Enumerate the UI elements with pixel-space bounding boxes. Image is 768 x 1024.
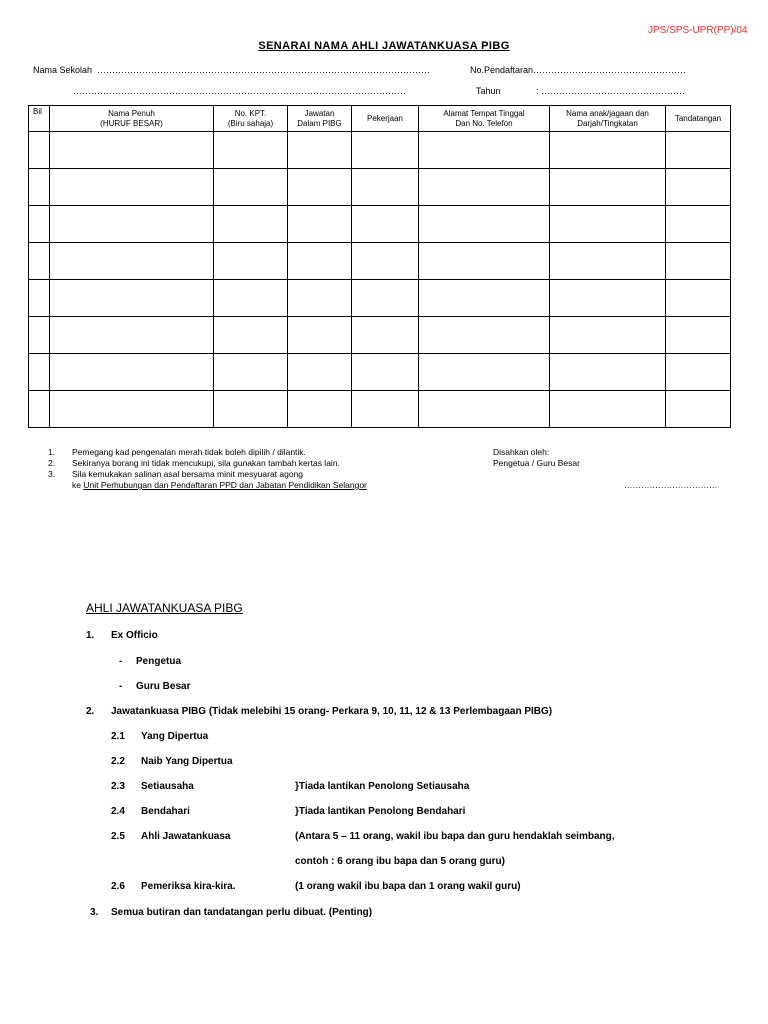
table-cell[interactable] <box>288 206 352 243</box>
table-cell[interactable] <box>550 391 666 428</box>
table-row <box>29 206 731 243</box>
item-number: 1. <box>86 630 95 641</box>
table-cell[interactable] <box>666 169 731 206</box>
subitem-label: Setiausaha <box>141 781 194 792</box>
approval-role: Pengetua / Guru Besar <box>493 458 580 468</box>
table-cell[interactable] <box>214 280 288 317</box>
table-cell[interactable] <box>666 206 731 243</box>
table-cell[interactable] <box>550 243 666 280</box>
subitem-number: 2.1 <box>111 731 125 742</box>
table-cell[interactable] <box>288 391 352 428</box>
subitem-note: (Antara 5 – 11 orang, wakil ibu bapa dan guru hendaklah seimbang, <box>295 831 615 842</box>
subitem-label: Ahli Jawatankuasa <box>141 831 231 842</box>
approval-signature-line[interactable]: …………………………… <box>624 480 718 490</box>
item-committee: Jawatankuasa PIBG (Tidak melebihi 15 orang- Perkara 9, 10, 11, 12 & 13 Perlembagaan PIBG) <box>111 706 553 717</box>
subitem-note: contoh : 6 orang ibu bapa dan 5 orang guru) <box>295 856 505 867</box>
table-cell[interactable] <box>666 391 731 428</box>
subitem-label: Yang Dipertua <box>141 731 209 742</box>
table-cell[interactable] <box>550 206 666 243</box>
table-cell[interactable] <box>419 206 550 243</box>
table-cell[interactable] <box>50 280 214 317</box>
table-cell[interactable] <box>352 243 419 280</box>
list-bullet: - <box>119 681 123 692</box>
note-prefix: ke <box>72 480 84 490</box>
table-cell[interactable] <box>352 391 419 428</box>
subitem-number: 2.3 <box>111 781 125 792</box>
school-name-field[interactable]: ………………………………………………………………………………………………… <box>97 65 430 75</box>
list-bullet: - <box>119 656 123 667</box>
table-cell[interactable] <box>419 354 550 391</box>
table-cell[interactable] <box>29 317 50 354</box>
table-cell[interactable] <box>352 206 419 243</box>
subitem-number: 2.6 <box>111 881 125 892</box>
table-cell[interactable] <box>419 280 550 317</box>
table-header-row <box>29 106 731 132</box>
document-title: SENARAI NAMA AHLI JAWATANKUASA PIBG <box>258 40 510 52</box>
ex-officio-headmaster: Guru Besar <box>136 681 191 692</box>
table-cell[interactable] <box>29 132 50 169</box>
subitem-number: 2.4 <box>111 806 125 817</box>
registration-number-field[interactable]: No.Pendaftaran…………………………………………… <box>470 65 687 75</box>
table-cell[interactable] <box>29 354 50 391</box>
note-number: 2. <box>48 458 56 468</box>
table-cell[interactable] <box>352 132 419 169</box>
table-cell[interactable] <box>666 243 731 280</box>
table-cell[interactable] <box>352 280 419 317</box>
column-header-ic-number: No. KPT. (Biru sahaja) <box>214 106 288 132</box>
year-label: Tahun <box>476 86 501 96</box>
table-cell[interactable] <box>50 243 214 280</box>
table-cell[interactable] <box>550 280 666 317</box>
column-header-signature: Tandatangan <box>666 106 731 132</box>
table-row <box>29 169 731 206</box>
submission-office: Unit Perhubungan dan Pendaftaran PPD dan Jabatan Pendidikan Selangor <box>83 480 367 490</box>
approval-label: Disahkan oleh: <box>493 447 550 457</box>
table-cell[interactable] <box>419 317 550 354</box>
table-cell[interactable] <box>550 354 666 391</box>
table-cell[interactable] <box>214 391 288 428</box>
table-row <box>29 391 731 428</box>
committee-members-table <box>28 105 731 428</box>
item-number: 2. <box>86 706 95 717</box>
column-header-child-class: Nama anak/jagaan dan Darjah/Tingkatan <box>550 106 666 132</box>
table-cell[interactable] <box>50 169 214 206</box>
note-number: 1. <box>48 447 56 457</box>
table-cell[interactable] <box>288 132 352 169</box>
table-cell[interactable] <box>352 354 419 391</box>
table-cell[interactable] <box>29 206 50 243</box>
table-cell[interactable] <box>288 243 352 280</box>
table-cell[interactable] <box>666 354 731 391</box>
table-cell[interactable] <box>50 132 214 169</box>
item-requirement: Semua butiran dan tandatangan perlu dibuat. (Penting) <box>111 907 373 918</box>
ex-officio-principal: Pengetua <box>136 656 182 667</box>
table-row <box>29 354 731 391</box>
item-number: 3. <box>90 907 99 918</box>
table-cell[interactable] <box>214 169 288 206</box>
table-cell[interactable] <box>214 317 288 354</box>
column-header-position: Jawatan Dalam PIBG <box>288 106 352 132</box>
table-cell[interactable] <box>50 317 214 354</box>
year-field[interactable]: : ………………………………………… <box>536 86 686 96</box>
section-title: AHLI JAWATANKUASA PIBG <box>86 601 243 615</box>
table-cell[interactable] <box>29 280 50 317</box>
column-header-bil: Bil <box>29 106 50 132</box>
table-cell[interactable] <box>666 280 731 317</box>
note-number: 3. <box>48 469 56 479</box>
table-row <box>29 280 731 317</box>
table-cell[interactable] <box>50 391 214 428</box>
subitem-number: 2.5 <box>111 831 125 842</box>
school-name-label: Nama Sekolah <box>33 65 93 75</box>
table-cell[interactable] <box>29 391 50 428</box>
note-text: Sila kemukakan salinan asal bersama minit mesyuarat agong <box>72 469 304 479</box>
table-cell[interactable] <box>288 354 352 391</box>
table-cell[interactable] <box>214 243 288 280</box>
table-cell[interactable] <box>288 169 352 206</box>
table-row <box>29 132 731 169</box>
item-ex-officio: Ex Officio <box>111 630 158 641</box>
subitem-number: 2.2 <box>111 756 125 767</box>
table-cell[interactable] <box>550 169 666 206</box>
table-cell[interactable] <box>666 132 731 169</box>
table-cell[interactable] <box>419 132 550 169</box>
table-cell[interactable] <box>288 317 352 354</box>
subitem-label: Naib Yang Dipertua <box>141 756 233 767</box>
column-header-full-name: Nama Penuh (HURUF BESAR) <box>50 106 214 132</box>
table-cell[interactable] <box>550 317 666 354</box>
table-cell[interactable] <box>666 317 731 354</box>
note-text: Sekiranya borang ini tidak mencukupi, sila gunakan tambah kertas lain. <box>72 458 340 468</box>
subitem-label: Pemeriksa kira-kira. <box>141 881 236 892</box>
column-header-address-phone: Alamat Tempat Tinggal Dan No. Telefon <box>419 106 550 132</box>
table-cell[interactable] <box>352 169 419 206</box>
table-cell[interactable] <box>288 280 352 317</box>
table-cell[interactable] <box>214 354 288 391</box>
table-cell[interactable] <box>29 243 50 280</box>
table-cell[interactable] <box>419 243 550 280</box>
table-cell[interactable] <box>50 354 214 391</box>
subitem-label: Bendahari <box>141 806 190 817</box>
note-text: Pemegang kad pengenalan merah tidak boleh dipilih / dilantik. <box>72 447 306 457</box>
table-row <box>29 243 731 280</box>
table-cell[interactable] <box>214 132 288 169</box>
subitem-note: }Tiada lantikan Penolong Bendahari <box>295 806 466 817</box>
table-cell[interactable] <box>419 391 550 428</box>
table-cell[interactable] <box>550 132 666 169</box>
table-cell[interactable] <box>50 206 214 243</box>
note-continuation <box>72 480 367 490</box>
column-header-occupation: Pekerjaan <box>352 106 419 132</box>
subitem-note: (1 orang wakil ibu bapa dan 1 orang wakil guru) <box>295 881 521 892</box>
table-row <box>29 317 731 354</box>
table-cell[interactable] <box>352 317 419 354</box>
document-code: JPS/SPS-UPR(PP)/04 <box>648 25 748 36</box>
table-cell[interactable] <box>419 169 550 206</box>
school-name-field-line2[interactable]: ………………………………………………………………………………………………… <box>73 86 406 96</box>
subitem-note: }Tiada lantikan Penolong Setiausaha <box>295 781 470 792</box>
table-cell[interactable] <box>214 206 288 243</box>
table-cell[interactable] <box>29 169 50 206</box>
